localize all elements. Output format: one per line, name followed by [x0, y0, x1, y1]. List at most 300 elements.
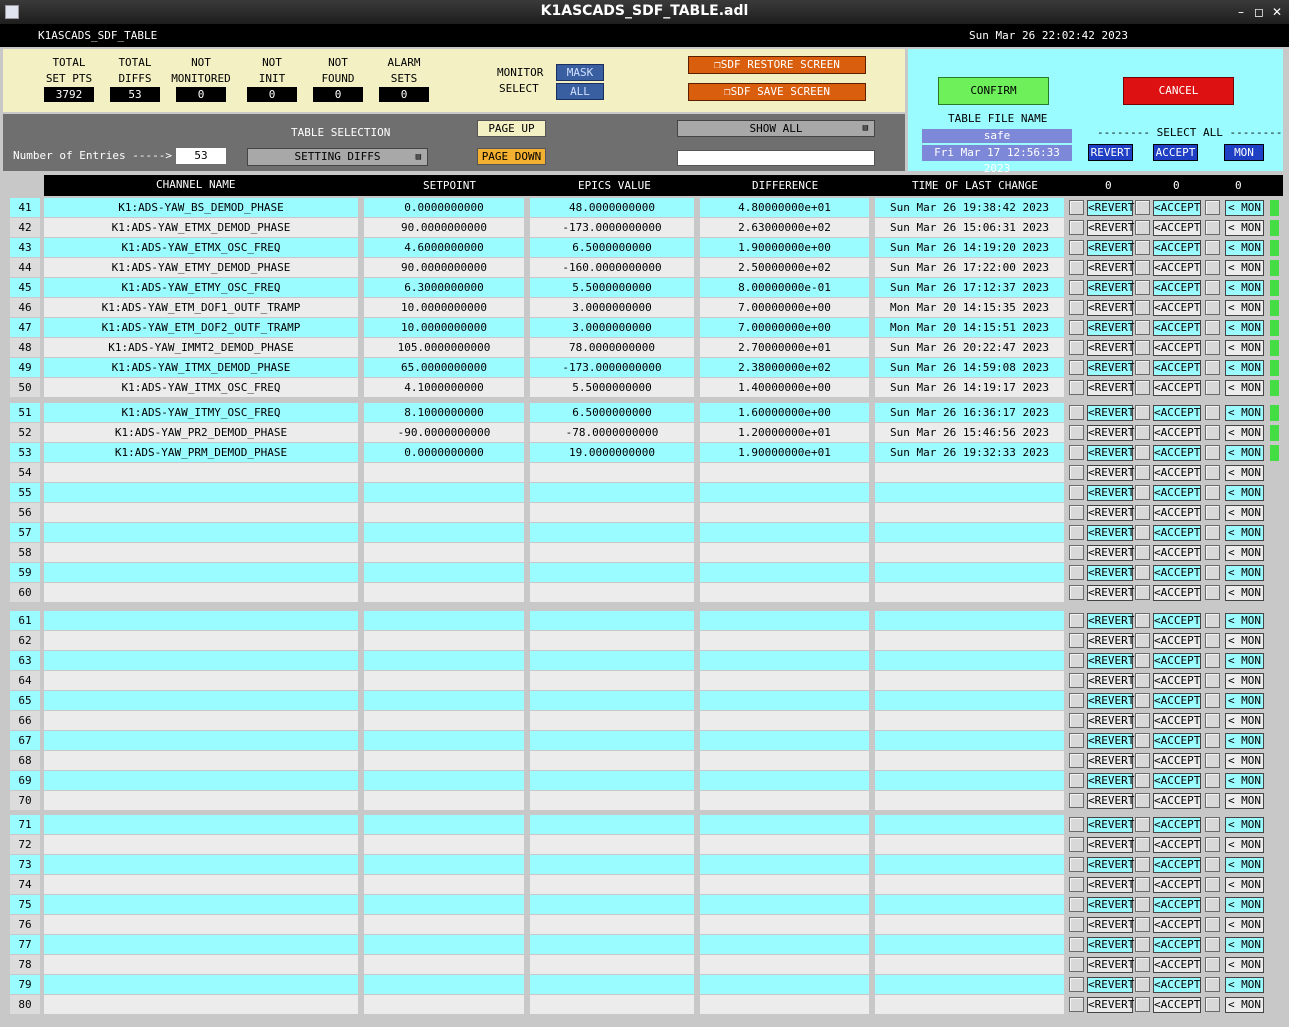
mon-checkbox[interactable]: [1205, 977, 1220, 992]
revert-checkbox[interactable]: [1069, 525, 1084, 540]
row-number: 73: [10, 855, 40, 874]
mon-checkbox[interactable]: [1205, 613, 1220, 628]
revert-checkbox[interactable]: [1069, 613, 1084, 628]
accept-checkbox[interactable]: [1135, 240, 1150, 255]
revert-checkbox[interactable]: [1069, 957, 1084, 972]
mon-checkbox[interactable]: [1205, 380, 1220, 395]
accept-button[interactable]: <ACCEPT: [1154, 381, 1201, 394]
accept-button[interactable]: <ACCEPT: [1154, 321, 1201, 334]
mon-button[interactable]: < MON: [1225, 585, 1264, 601]
accept-button[interactable]: <ACCEPT: [1154, 261, 1201, 274]
revert-checkbox[interactable]: [1069, 837, 1084, 852]
stat-label-line2: INIT: [258, 72, 286, 85]
accept-button[interactable]: <ACCEPT: [1154, 526, 1201, 539]
revert-button[interactable]: <REVERT: [1088, 486, 1135, 499]
revert-checkbox[interactable]: [1069, 445, 1084, 460]
accept-checkbox[interactable]: [1135, 713, 1150, 728]
page-up-button[interactable]: PAGE UP: [477, 120, 546, 137]
mon-checkbox[interactable]: [1205, 220, 1220, 235]
search-input[interactable]: [677, 150, 875, 166]
revert-checkbox[interactable]: [1069, 793, 1084, 808]
epics-value-cell: 19.0000000000: [530, 443, 694, 462]
minimize-icon[interactable]: –: [1238, 5, 1244, 19]
time-cell: Sun Mar 26 20:22:47 2023: [875, 338, 1064, 357]
revert-checkbox[interactable]: [1069, 565, 1084, 580]
mon-button[interactable]: < MON: [1225, 485, 1264, 501]
stat-label-line1: ALARM: [387, 56, 421, 69]
revert-checkbox[interactable]: [1069, 733, 1084, 748]
revert-checkbox[interactable]: [1069, 240, 1084, 255]
accept-button[interactable]: <ACCEPT: [1154, 794, 1201, 807]
accept-checkbox[interactable]: [1135, 565, 1150, 580]
accept-checkbox[interactable]: [1135, 997, 1150, 1012]
accept-button[interactable]: <ACCEPT: [1154, 674, 1201, 687]
revert-button[interactable]: <REVERT: [1088, 546, 1135, 559]
maximize-icon[interactable]: ◻: [1254, 5, 1264, 19]
revert-checkbox[interactable]: [1069, 817, 1084, 832]
accept-button[interactable]: <ACCEPT: [1154, 466, 1201, 479]
revert-button[interactable]: <REVERT: [1088, 341, 1135, 354]
accept-checkbox[interactable]: [1135, 957, 1150, 972]
accept-checkbox[interactable]: [1135, 360, 1150, 375]
accept-button[interactable]: <ACCEPT: [1154, 341, 1201, 354]
mon-button[interactable]: < MON: [1225, 545, 1264, 561]
epics-value-cell: [530, 691, 694, 710]
revert-button[interactable]: <REVERT: [1088, 381, 1135, 394]
revert-checkbox[interactable]: [1069, 380, 1084, 395]
revert-checkbox[interactable]: [1069, 405, 1084, 420]
difference-cell: [700, 483, 869, 502]
mon-checkbox[interactable]: [1205, 200, 1220, 215]
time-cell: Sun Mar 26 19:38:42 2023: [875, 198, 1064, 217]
mon-button[interactable]: < MON: [1225, 200, 1264, 216]
mon-checkbox[interactable]: [1205, 733, 1220, 748]
mon-button[interactable]: < MON: [1225, 220, 1264, 236]
time-cell: [875, 791, 1064, 810]
accept-button[interactable]: <ACCEPT: [1154, 546, 1201, 559]
mon-checkbox[interactable]: [1205, 465, 1220, 480]
mon-checkbox[interactable]: [1205, 340, 1220, 355]
accept-checkbox[interactable]: [1135, 917, 1150, 932]
revert-checkbox[interactable]: [1069, 585, 1084, 600]
revert-checkbox[interactable]: [1069, 997, 1084, 1012]
mon-checkbox[interactable]: [1205, 360, 1220, 375]
accept-checkbox[interactable]: [1135, 693, 1150, 708]
accept-checkbox[interactable]: [1135, 380, 1150, 395]
epics-value-cell: 48.0000000000: [530, 198, 694, 217]
mon-checkbox[interactable]: [1205, 585, 1220, 600]
mon-button[interactable]: < MON: [1225, 977, 1264, 993]
accept-checkbox[interactable]: [1135, 817, 1150, 832]
revert-button[interactable]: <REVERT: [1088, 261, 1135, 274]
accept-button[interactable]: <ACCEPT: [1154, 241, 1201, 254]
row-number: 45: [10, 278, 40, 297]
accept-button[interactable]: <ACCEPT: [1154, 634, 1201, 647]
revert-checkbox[interactable]: [1069, 505, 1084, 520]
revert-checkbox[interactable]: [1069, 753, 1084, 768]
accept-checkbox[interactable]: [1135, 280, 1150, 295]
stat-value: 53: [110, 87, 160, 102]
revert-checkbox[interactable]: [1069, 773, 1084, 788]
revert-checkbox[interactable]: [1069, 300, 1084, 315]
revert-checkbox[interactable]: [1069, 673, 1084, 688]
mon-button[interactable]: < MON: [1225, 505, 1264, 521]
revert-button[interactable]: <REVERT: [1088, 446, 1135, 459]
revert-checkbox[interactable]: [1069, 937, 1084, 952]
mon-button[interactable]: < MON: [1225, 937, 1264, 953]
table-selection-dropdown[interactable]: [247, 148, 428, 166]
revert-button[interactable]: <REVERT: [1088, 654, 1135, 667]
revert-button[interactable]: <REVERT: [1088, 978, 1135, 991]
revert-checkbox[interactable]: [1069, 340, 1084, 355]
accept-button[interactable]: <ACCEPT: [1154, 898, 1201, 911]
revert-button[interactable]: <REVERT: [1088, 938, 1135, 951]
revert-button[interactable]: <REVERT: [1088, 754, 1135, 767]
mon-checkbox[interactable]: [1205, 505, 1220, 520]
revert-checkbox[interactable]: [1069, 220, 1084, 235]
revert-button[interactable]: <REVERT: [1088, 634, 1135, 647]
accept-checkbox[interactable]: [1135, 425, 1150, 440]
revert-button[interactable]: <REVERT: [1088, 674, 1135, 687]
accept-button[interactable]: <ACCEPT: [1154, 566, 1201, 579]
revert-button[interactable]: <REVERT: [1088, 321, 1135, 334]
mon-checkbox[interactable]: [1205, 673, 1220, 688]
accept-checkbox[interactable]: [1135, 465, 1150, 480]
revert-checkbox[interactable]: [1069, 320, 1084, 335]
select-all-accept-button[interactable]: ACCEPT: [1153, 144, 1198, 161]
revert-checkbox[interactable]: [1069, 425, 1084, 440]
revert-button[interactable]: <REVERT: [1088, 281, 1135, 294]
mon-button[interactable]: < MON: [1225, 773, 1264, 789]
accept-button[interactable]: <ACCEPT: [1154, 754, 1201, 767]
accept-button[interactable]: <ACCEPT: [1154, 998, 1201, 1011]
accept-checkbox[interactable]: [1135, 633, 1150, 648]
mon-button[interactable]: < MON: [1225, 817, 1264, 833]
mon-checkbox[interactable]: [1205, 877, 1220, 892]
stat-label-line2: DIFFS: [118, 72, 152, 85]
accept-button[interactable]: <ACCEPT: [1154, 221, 1201, 234]
accept-button[interactable]: <ACCEPT: [1154, 406, 1201, 419]
mon-checkbox[interactable]: [1205, 917, 1220, 932]
mon-button[interactable]: < MON: [1225, 613, 1264, 629]
mon-checkbox[interactable]: [1205, 525, 1220, 540]
mon-checkbox[interactable]: [1205, 753, 1220, 768]
mon-button[interactable]: < MON: [1225, 713, 1264, 729]
accept-checkbox[interactable]: [1135, 525, 1150, 540]
mon-button[interactable]: < MON: [1225, 857, 1264, 873]
mon-checkbox[interactable]: [1205, 300, 1220, 315]
mon-checkbox[interactable]: [1205, 240, 1220, 255]
accept-button[interactable]: <ACCEPT: [1154, 838, 1201, 851]
accept-button[interactable]: <ACCEPT: [1154, 938, 1201, 951]
revert-checkbox[interactable]: [1069, 877, 1084, 892]
revert-checkbox[interactable]: [1069, 713, 1084, 728]
channel-name-cell: [44, 875, 358, 894]
revert-button[interactable]: <REVERT: [1088, 858, 1135, 871]
mon-checkbox[interactable]: [1205, 997, 1220, 1012]
accept-checkbox[interactable]: [1135, 220, 1150, 235]
accept-checkbox[interactable]: [1135, 653, 1150, 668]
channel-name-cell: [44, 995, 358, 1014]
revert-button[interactable]: <REVERT: [1088, 794, 1135, 807]
accept-checkbox[interactable]: [1135, 405, 1150, 420]
revert-button[interactable]: <REVERT: [1088, 818, 1135, 831]
accept-button[interactable]: <ACCEPT: [1154, 774, 1201, 787]
all-button[interactable]: ALL: [556, 83, 604, 100]
mon-button[interactable]: < MON: [1225, 360, 1264, 376]
mon-button[interactable]: < MON: [1225, 733, 1264, 749]
mon-button[interactable]: < MON: [1225, 445, 1264, 461]
accept-checkbox[interactable]: [1135, 837, 1150, 852]
accept-button[interactable]: <ACCEPT: [1154, 281, 1201, 294]
time-cell: [875, 895, 1064, 914]
accept-checkbox[interactable]: [1135, 200, 1150, 215]
accept-button[interactable]: <ACCEPT: [1154, 614, 1201, 627]
mon-checkbox[interactable]: [1205, 713, 1220, 728]
accept-checkbox[interactable]: [1135, 673, 1150, 688]
mon-checkbox[interactable]: [1205, 320, 1220, 335]
row-number: 60: [10, 583, 40, 602]
setpoint-cell: [364, 895, 524, 914]
accept-checkbox[interactable]: [1135, 485, 1150, 500]
accept-checkbox[interactable]: [1135, 897, 1150, 912]
accept-button[interactable]: <ACCEPT: [1154, 361, 1201, 374]
stat-label-line2: FOUND: [321, 72, 355, 85]
revert-button[interactable]: <REVERT: [1088, 774, 1135, 787]
revert-checkbox[interactable]: [1069, 485, 1084, 500]
revert-checkbox[interactable]: [1069, 977, 1084, 992]
revert-button[interactable]: <REVERT: [1088, 958, 1135, 971]
revert-checkbox[interactable]: [1069, 897, 1084, 912]
revert-checkbox[interactable]: [1069, 280, 1084, 295]
mon-checkbox[interactable]: [1205, 857, 1220, 872]
revert-button[interactable]: <REVERT: [1088, 241, 1135, 254]
mon-button[interactable]: < MON: [1225, 693, 1264, 709]
show-all-dropdown[interactable]: [677, 120, 875, 137]
mon-checkbox[interactable]: [1205, 280, 1220, 295]
accept-button[interactable]: <ACCEPT: [1154, 201, 1201, 214]
mon-button[interactable]: < MON: [1225, 320, 1264, 336]
accept-checkbox[interactable]: [1135, 977, 1150, 992]
mon-checkbox[interactable]: [1205, 565, 1220, 580]
accept-button[interactable]: <ACCEPT: [1154, 446, 1201, 459]
difference-cell: [700, 875, 869, 894]
stat-label-line1: TOTAL: [52, 56, 86, 69]
mon-checkbox[interactable]: [1205, 773, 1220, 788]
mon-button[interactable]: < MON: [1225, 837, 1264, 853]
accept-button[interactable]: <ACCEPT: [1154, 714, 1201, 727]
accept-button[interactable]: <ACCEPT: [1154, 426, 1201, 439]
time-cell: [875, 651, 1064, 670]
mask-button[interactable]: MASK: [556, 64, 604, 81]
accept-checkbox[interactable]: [1135, 260, 1150, 275]
revert-checkbox[interactable]: [1069, 633, 1084, 648]
accept-checkbox[interactable]: [1135, 733, 1150, 748]
revert-button[interactable]: <REVERT: [1088, 918, 1135, 931]
mon-selected-count: 0: [1235, 179, 1242, 192]
row-number: 43: [10, 238, 40, 257]
accept-checkbox[interactable]: [1135, 857, 1150, 872]
sdf-save-screen-button[interactable]: [688, 83, 866, 101]
mon-checkbox[interactable]: [1205, 633, 1220, 648]
mon-button[interactable]: < MON: [1225, 425, 1264, 441]
revert-checkbox[interactable]: [1069, 857, 1084, 872]
mon-checkbox[interactable]: [1205, 897, 1220, 912]
row-number: 69: [10, 771, 40, 790]
accept-checkbox[interactable]: [1135, 585, 1150, 600]
mon-button[interactable]: < MON: [1225, 565, 1264, 581]
accept-checkbox[interactable]: [1135, 300, 1150, 315]
revert-checkbox[interactable]: [1069, 693, 1084, 708]
mon-button[interactable]: < MON: [1225, 957, 1264, 973]
close-icon[interactable]: ✕: [1271, 5, 1283, 19]
mon-checkbox[interactable]: [1205, 693, 1220, 708]
mon-button[interactable]: < MON: [1225, 340, 1264, 356]
setpoint-cell: [364, 995, 524, 1014]
select-all-revert-button[interactable]: REVERT: [1088, 144, 1133, 161]
mon-button[interactable]: < MON: [1225, 997, 1264, 1013]
mon-checkbox[interactable]: [1205, 837, 1220, 852]
mon-checkbox[interactable]: [1205, 425, 1220, 440]
revert-button[interactable]: <REVERT: [1088, 506, 1135, 519]
mon-button[interactable]: < MON: [1225, 653, 1264, 669]
time-cell: Sun Mar 26 14:19:20 2023: [875, 238, 1064, 257]
difference-cell: [700, 711, 869, 730]
mon-checkbox[interactable]: [1205, 260, 1220, 275]
revert-button[interactable]: <REVERT: [1088, 734, 1135, 747]
accept-button[interactable]: <ACCEPT: [1154, 978, 1201, 991]
mon-checkbox[interactable]: [1205, 405, 1220, 420]
difference-cell: 2.63000000e+02: [700, 218, 869, 237]
confirm-button[interactable]: CONFIRM: [938, 77, 1049, 105]
accept-checkbox[interactable]: [1135, 613, 1150, 628]
revert-checkbox[interactable]: [1069, 260, 1084, 275]
mon-checkbox[interactable]: [1205, 793, 1220, 808]
revert-checkbox[interactable]: [1069, 465, 1084, 480]
accept-button[interactable]: <ACCEPT: [1154, 486, 1201, 499]
setpoint-cell: 0.0000000000: [364, 198, 524, 217]
accept-checkbox[interactable]: [1135, 793, 1150, 808]
accept-checkbox[interactable]: [1135, 340, 1150, 355]
accept-checkbox[interactable]: [1135, 445, 1150, 460]
accept-checkbox[interactable]: [1135, 753, 1150, 768]
channel-name-cell: K1:ADS-YAW_ETMY_OSC_FREQ: [44, 278, 358, 297]
mon-button[interactable]: < MON: [1225, 405, 1264, 421]
accept-button[interactable]: <ACCEPT: [1154, 734, 1201, 747]
revert-button[interactable]: <REVERT: [1088, 301, 1135, 314]
mon-button[interactable]: < MON: [1225, 633, 1264, 649]
revert-checkbox[interactable]: [1069, 545, 1084, 560]
revert-button[interactable]: <REVERT: [1088, 998, 1135, 1011]
revert-checkbox[interactable]: [1069, 653, 1084, 668]
accept-checkbox[interactable]: [1135, 320, 1150, 335]
revert-button[interactable]: <REVERT: [1088, 614, 1135, 627]
time-cell: [875, 835, 1064, 854]
select-all-mon-button[interactable]: MON: [1224, 144, 1264, 161]
revert-button[interactable]: <REVERT: [1088, 838, 1135, 851]
revert-button[interactable]: <REVERT: [1088, 201, 1135, 214]
accept-button[interactable]: <ACCEPT: [1154, 506, 1201, 519]
revert-button[interactable]: <REVERT: [1088, 526, 1135, 539]
mon-button[interactable]: < MON: [1225, 753, 1264, 769]
revert-button[interactable]: <REVERT: [1088, 694, 1135, 707]
accept-checkbox[interactable]: [1135, 937, 1150, 952]
status-indicator: [1270, 340, 1279, 356]
mon-checkbox[interactable]: [1205, 485, 1220, 500]
revert-button[interactable]: <REVERT: [1088, 426, 1135, 439]
mon-checkbox[interactable]: [1205, 817, 1220, 832]
revert-checkbox[interactable]: [1069, 200, 1084, 215]
status-indicator: [1270, 300, 1279, 316]
epics-value-cell: -173.0000000000: [530, 358, 694, 377]
accept-checkbox[interactable]: [1135, 877, 1150, 892]
accept-checkbox[interactable]: [1135, 505, 1150, 520]
mon-button[interactable]: < MON: [1225, 280, 1264, 296]
channel-name-cell: K1:ADS-YAW_ETM_DOF1_OUTF_TRAMP: [44, 298, 358, 317]
mon-button[interactable]: < MON: [1225, 525, 1264, 541]
mon-button[interactable]: < MON: [1225, 793, 1264, 809]
mon-button[interactable]: < MON: [1225, 380, 1264, 396]
mon-button[interactable]: < MON: [1225, 877, 1264, 893]
time-cell: [875, 543, 1064, 562]
revert-button[interactable]: <REVERT: [1088, 221, 1135, 234]
mon-checkbox[interactable]: [1205, 545, 1220, 560]
cancel-button[interactable]: CANCEL: [1123, 77, 1234, 105]
time-cell: [875, 463, 1064, 482]
accept-button[interactable]: <ACCEPT: [1154, 918, 1201, 931]
accept-checkbox[interactable]: [1135, 773, 1150, 788]
channel-name-cell: [44, 935, 358, 954]
difference-cell: 1.90000000e+01: [700, 443, 869, 462]
accept-button[interactable]: <ACCEPT: [1154, 301, 1201, 314]
revert-checkbox[interactable]: [1069, 360, 1084, 375]
revert-button[interactable]: <REVERT: [1088, 466, 1135, 479]
revert-button[interactable]: <REVERT: [1088, 361, 1135, 374]
mon-button[interactable]: < MON: [1225, 260, 1264, 276]
mon-button[interactable]: < MON: [1225, 897, 1264, 913]
revert-button[interactable]: <REVERT: [1088, 406, 1135, 419]
mon-checkbox[interactable]: [1205, 653, 1220, 668]
accept-button[interactable]: <ACCEPT: [1154, 694, 1201, 707]
page-down-button[interactable]: PAGE DOWN: [477, 148, 546, 165]
accept-button[interactable]: <ACCEPT: [1154, 818, 1201, 831]
mon-checkbox[interactable]: [1205, 445, 1220, 460]
revert-button[interactable]: <REVERT: [1088, 878, 1135, 891]
revert-button[interactable]: <REVERT: [1088, 898, 1135, 911]
mon-checkbox[interactable]: [1205, 957, 1220, 972]
sdf-restore-screen-button[interactable]: [688, 56, 866, 74]
mon-checkbox[interactable]: [1205, 937, 1220, 952]
revert-button[interactable]: <REVERT: [1088, 714, 1135, 727]
revert-button[interactable]: <REVERT: [1088, 566, 1135, 579]
accept-button[interactable]: <ACCEPT: [1154, 654, 1201, 667]
revert-button[interactable]: <REVERT: [1088, 586, 1135, 599]
mon-button[interactable]: < MON: [1225, 465, 1264, 481]
revert-checkbox[interactable]: [1069, 917, 1084, 932]
accept-button[interactable]: <ACCEPT: [1154, 958, 1201, 971]
mon-button[interactable]: < MON: [1225, 673, 1264, 689]
channel-name-cell: [44, 463, 358, 482]
mon-button[interactable]: < MON: [1225, 240, 1264, 256]
channel-name-cell: [44, 855, 358, 874]
accept-button[interactable]: <ACCEPT: [1154, 858, 1201, 871]
mon-button[interactable]: < MON: [1225, 300, 1264, 316]
difference-cell: [700, 611, 869, 630]
mon-button[interactable]: < MON: [1225, 917, 1264, 933]
accept-checkbox[interactable]: [1135, 545, 1150, 560]
accept-button[interactable]: <ACCEPT: [1154, 878, 1201, 891]
accept-button[interactable]: <ACCEPT: [1154, 586, 1201, 599]
